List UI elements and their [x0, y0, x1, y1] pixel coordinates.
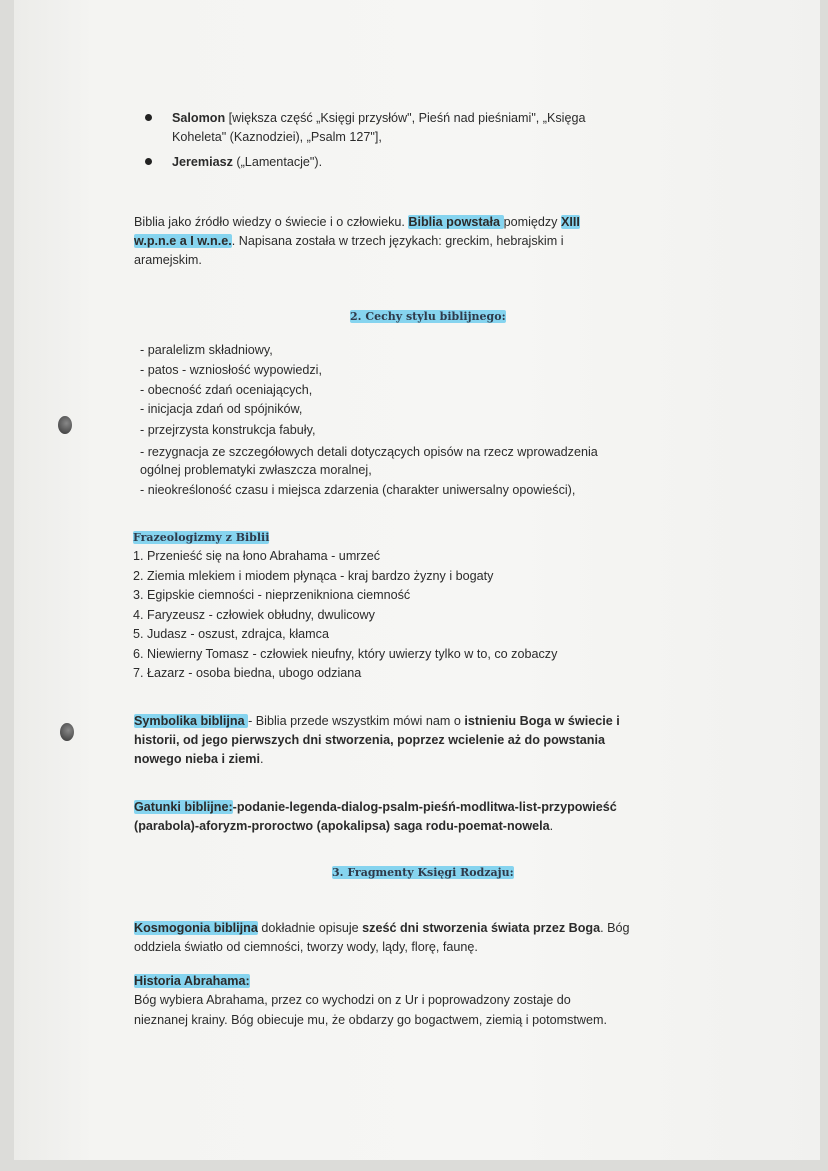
symbolika-line	[134, 712, 620, 730]
style-feature-item: - obecność zdań oceniających,	[140, 383, 313, 397]
style-feature-item: - rezygnacja ze szczegółowych detali dotyczących opisów na rzecz wprowadzenia	[140, 445, 598, 459]
text-segment: [większa część „Księgi przysłów", Pieśń nad pieśniami", „Księga	[225, 111, 586, 125]
intro-line	[134, 232, 564, 250]
text-segment: Bóg wybiera Abrahama, przez co wychodzi on z Ur i poprowadzony zostaje do	[134, 993, 571, 1007]
phrase-item: 1. Przenieść się na łono Abrahama - umrzeć	[133, 549, 381, 563]
intro-line	[134, 213, 580, 231]
bullet-item-jeremiasz	[172, 153, 322, 171]
style-feature-item: - paralelizm składniowy,	[140, 343, 273, 357]
heading-phrases: Frazeologizmy z Biblii	[133, 531, 270, 544]
text-segment: („Lamentacje").	[232, 155, 323, 169]
bullet-item-salomon	[172, 109, 586, 127]
bullet-icon	[145, 114, 152, 121]
text-segment: Koheleta" (Kaznodziei), „Psalm 127"],	[172, 130, 382, 144]
text-segment: Jeremiasz	[172, 155, 233, 169]
bullet-icon	[145, 158, 152, 165]
style-feature-item: - przejrzysta konstrukcja fabuły,	[140, 423, 316, 437]
highlighted-text: Biblia powstała	[408, 215, 504, 229]
punch-hole-icon	[60, 723, 74, 741]
phrase-item: 7. Łazarz - osoba biedna, ubogo odziana	[133, 666, 362, 680]
style-feature-item: - nieokreśloność czasu i miejsca zdarzenia (charakter uniwersalny opowieści),	[140, 483, 576, 497]
highlighted-text: Historia Abrahama:	[134, 974, 250, 988]
text-segment: istnieniu Boga w świecie i	[464, 714, 620, 728]
punch-hole-icon	[58, 416, 72, 434]
phrase-item: 5. Judasz - oszust, zdrajca, kłamca	[133, 627, 329, 641]
symbolika-line	[134, 750, 263, 768]
text-segment: -podanie-legenda-dialog-psalm-pieśń-modlitwa-list-przypowieść	[232, 800, 617, 814]
heading-genesis: 3. Fragmenty Księgi Rodzaju:	[332, 866, 514, 879]
highlighted-text: XIII	[560, 215, 580, 229]
text-segment: . Napisana została w trzech językach: greckim, hebrajskim i	[231, 234, 564, 248]
style-feature-item: ogólnej problematyki zwłaszcza moralnej,	[140, 463, 372, 477]
heading-style-features: 2. Cechy stylu biblijnego:	[350, 310, 506, 323]
text-segment: historii, od	[134, 733, 202, 747]
phrase-item: 4. Faryzeusz - człowiek obłudny, dwulicowy	[133, 607, 375, 622]
text-segment: (parabola)-aforyzm-proroctwo (apokalipsa) saga rodu-poemat-nowela	[134, 819, 550, 833]
abraham-line	[134, 1011, 607, 1029]
gatunki-line	[134, 817, 553, 835]
document-page	[14, 0, 820, 1160]
text-segment: dokładnie opisuje	[257, 921, 363, 935]
abraham-heading	[134, 972, 250, 990]
symbolika-line	[134, 731, 605, 749]
text-segment: nieznanej krainy. Bóg obiecuje mu, że obdarzy go bogactwem, ziemią i potomstwem.	[134, 1013, 607, 1027]
style-feature-item: - patos - wzniosłość wypowiedzi,	[140, 363, 322, 377]
kosmogonia-line	[134, 938, 478, 956]
text-segment: oddziela światło od ciemności, tworzy wody, lądy, florę, faunę.	[134, 940, 478, 954]
kosmogonia-line	[134, 919, 630, 937]
intro-line	[134, 251, 202, 269]
text-segment: jego pierwszych dni stworzenia, poprzez wcielenie aż do powstania	[201, 733, 605, 747]
text-segment: .	[549, 819, 554, 833]
style-feature-item: - inicjacja zdań od spójników,	[140, 402, 303, 416]
highlighted-text: Gatunki biblijne:	[134, 800, 233, 814]
highlighted-text: w.p.n.e a I w.n.e.	[134, 234, 232, 248]
text-segment: aramejskim.	[134, 253, 202, 267]
highlighted-text: Kosmogonia biblijna	[134, 921, 258, 935]
text-segment: nowego nieba i ziemi	[134, 752, 260, 766]
phrase-item: 3. Egipskie ciemności - nieprzenikniona ciemność	[133, 588, 411, 602]
abraham-line	[134, 991, 571, 1009]
text-segment: sześć dni stworzenia świata przez Boga	[362, 921, 601, 935]
text-segment: Salomon	[172, 111, 226, 125]
highlighted-text: Symbolika biblijna	[134, 714, 249, 728]
text-segment: Biblia jako źródło wiedzy o świecie i o człowieku.	[134, 215, 409, 229]
phrase-item: 6. Niewierny Tomasz - człowiek nieufny, który uwierzy tylko w to, co zobaczy	[133, 646, 558, 661]
text-segment: - Biblia przede wszystkim mówi nam o	[248, 714, 465, 728]
text-segment: .	[259, 752, 264, 766]
gatunki-line	[134, 798, 617, 816]
phrase-item: 2. Ziemia mlekiem i miodem płynąca - kraj bardzo żyzny i bogaty	[133, 568, 494, 583]
bullet-item-salomon-cont	[172, 128, 382, 146]
text-segment: . Bóg	[600, 921, 630, 935]
text-segment: pomiędzy	[503, 215, 561, 229]
